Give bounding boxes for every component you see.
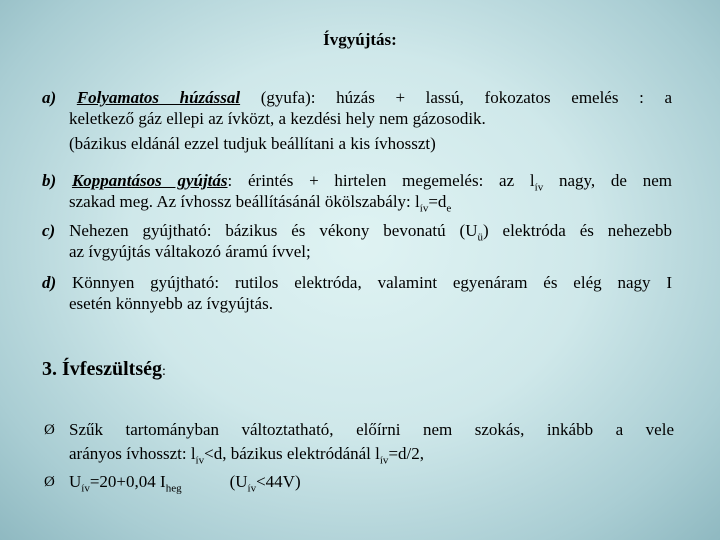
item-d-text1: Könnyen gyújtható: rutilos elektróda, valamint egyenáram és elég nagy I <box>56 273 672 292</box>
bullet-1-text3: =d/2, <box>388 444 424 463</box>
section-heading-colon: : <box>161 364 166 379</box>
item-a-label: a) <box>42 88 57 107</box>
item-b-text2: nagy, de nem <box>543 171 672 190</box>
section-heading-text: 3. Ívfeszültség <box>42 358 162 380</box>
item-a-text1: (gyufa): húzás + lassú, fokozatos emelés : a <box>240 88 672 107</box>
item-b-text3: szakad meg. Az ívhossz beállításánál ökölszabály: l <box>69 192 420 211</box>
bullet-1-line2 <box>44 442 674 466</box>
item-c-label: c) <box>42 221 56 240</box>
bullet-2-sub1: ív <box>81 482 90 495</box>
bullet-2-sub2: heg <box>165 482 182 495</box>
item-b-line1 <box>42 170 672 194</box>
item-c-text2: ) elektróda és nehezebb <box>482 221 672 240</box>
section-heading <box>42 358 166 381</box>
arrow-bullet-icon: Ø <box>44 422 55 438</box>
item-c-sub1: ü <box>477 231 483 244</box>
bullet-2-text4: <44V) <box>256 472 301 491</box>
item-c-text1: Nehezen gyújtható: bázikus és vékony bevonatú (U <box>55 221 478 240</box>
item-b-line2 <box>42 191 672 215</box>
item-a-line1 <box>42 87 672 108</box>
item-d-line1 <box>42 272 672 293</box>
item-c-line2: az ívgyújtás váltakozó áramú ívvel; <box>69 242 311 261</box>
item-b-sub3: e <box>446 202 452 215</box>
item-b <box>42 170 672 215</box>
item-b-label: b) <box>42 171 57 190</box>
bullet-2-text1: U <box>69 472 82 491</box>
bullet-2-text2: =20+0,04 I <box>89 472 166 491</box>
bullet-2 <box>44 470 674 494</box>
bullet-1-text1: arányos ívhosszt: l <box>69 444 196 463</box>
bullet-2-sub3: ív <box>247 482 257 495</box>
item-c <box>42 220 672 262</box>
item-c-line1 <box>42 220 672 244</box>
item-b-name: Koppantásos gyújtás <box>71 171 228 190</box>
arrow-bullet-icon: Ø <box>44 474 55 490</box>
bullet-1-sub1: ív <box>195 454 205 467</box>
slide-title: Ívgyújtás: <box>323 30 397 49</box>
item-d-label: d) <box>42 273 57 292</box>
item-b-text1: : érintés + hirtelen megemelés: az l <box>227 171 535 190</box>
item-a-line2: keletkező gáz ellepi az ívközt, a kezdési hely nem gázosodik. <box>69 109 486 128</box>
item-b-sub2: ív <box>419 202 429 215</box>
bullet-1-line1: Szűk tartományban változtatható, előírni nem szokás, inkább a vele <box>69 420 674 439</box>
bullet-2-text3: (U <box>229 472 248 491</box>
bullet-2-line <box>44 470 674 494</box>
item-a-line3: (bázikus eldánál ezzel tudjuk beállítani a kis ívhosszt) <box>69 134 436 153</box>
item-a <box>42 87 672 154</box>
bullet-1 <box>44 418 674 466</box>
item-a-name: Folyamatos húzással <box>76 88 241 107</box>
item-d-line2: esetén könnyebb az ívgyújtás. <box>69 294 273 313</box>
item-d <box>42 272 672 314</box>
bullet-1-sub2: ív <box>379 454 389 467</box>
item-b-text4: =d <box>428 192 447 211</box>
bullet-1-text2: <d, bázikus elektródánál l <box>204 444 380 463</box>
item-b-sub1: ív <box>534 181 544 194</box>
